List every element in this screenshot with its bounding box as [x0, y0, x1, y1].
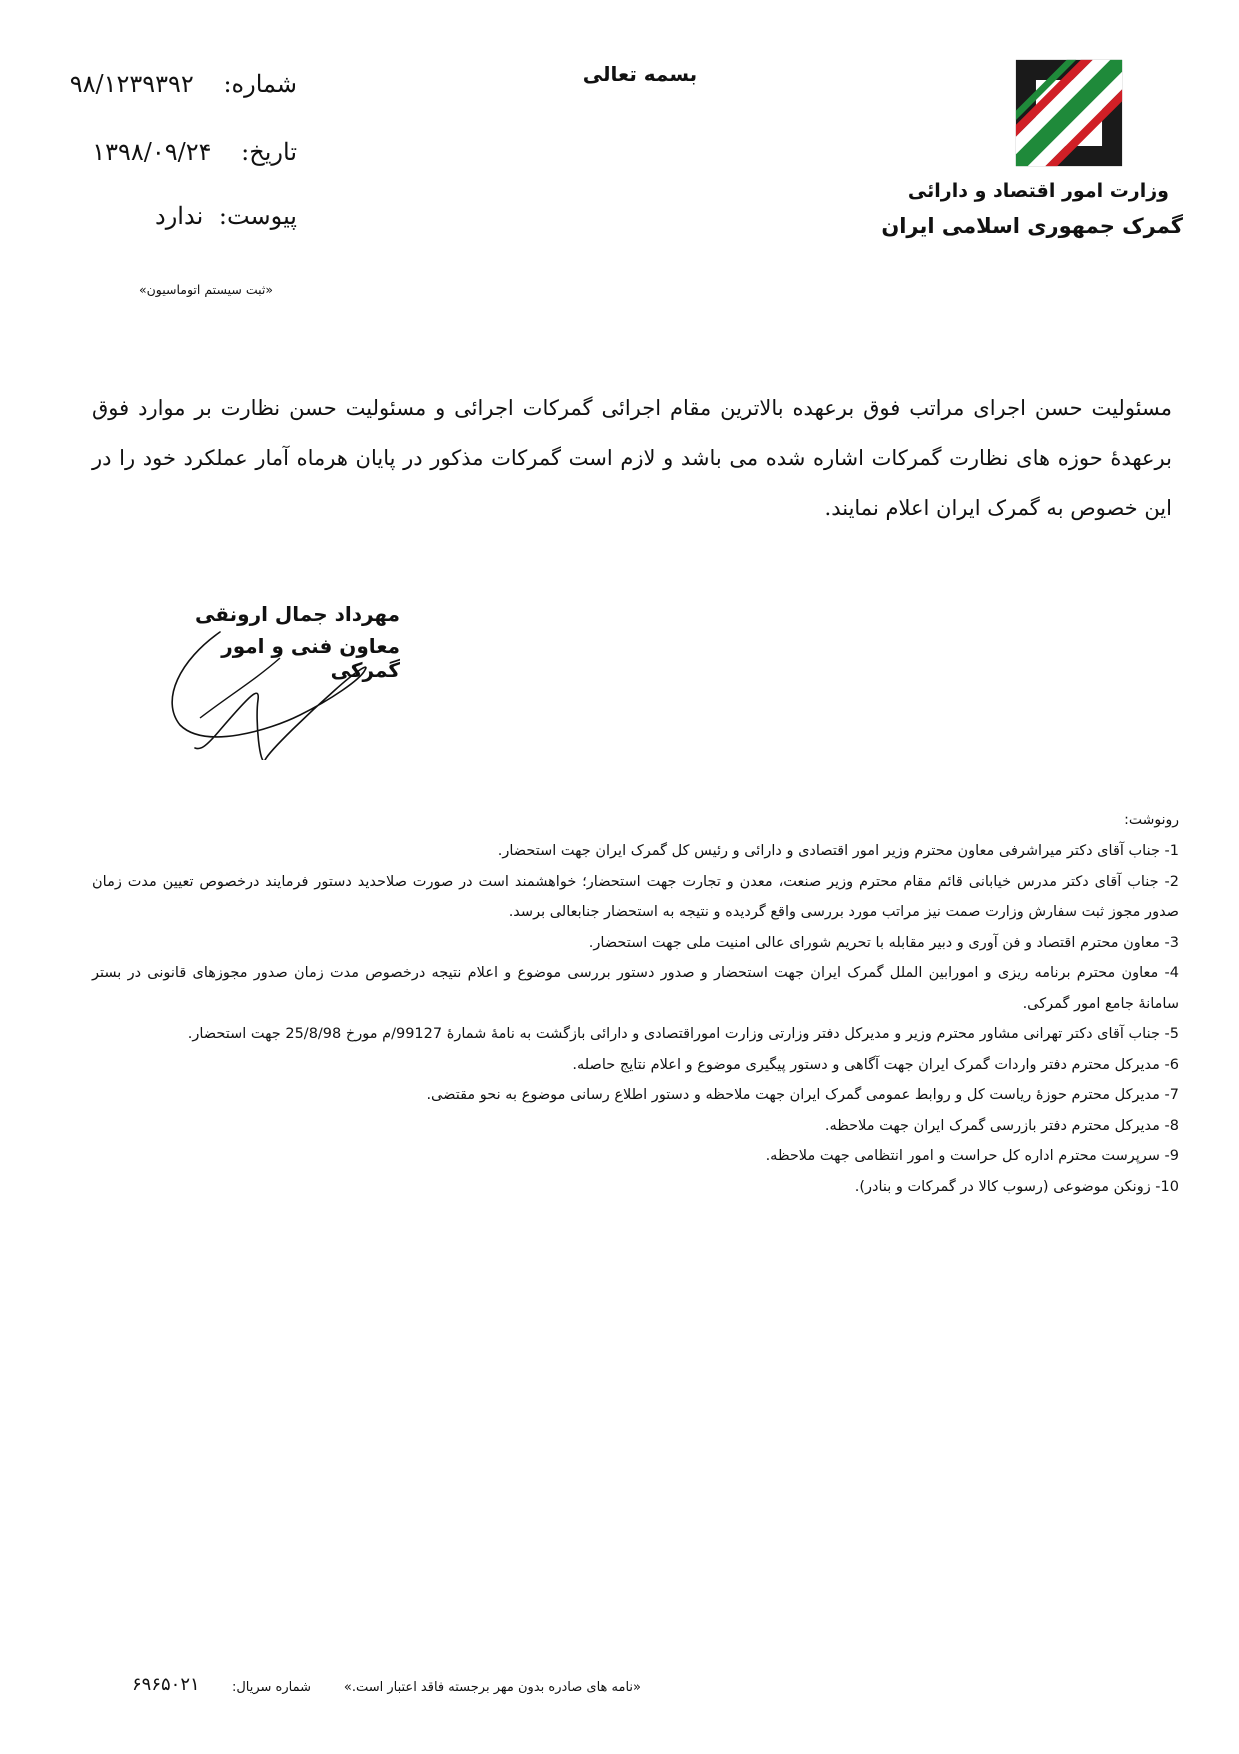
cc-title: رونوشت: — [1124, 812, 1179, 828]
letter-date-value: ۱۳۹۸/۰۹/۲۴ — [92, 138, 212, 166]
cc-item: 3- معاون محترم اقتصاد و فن آوری و دبیر مقابله با تحریم شورای عالی امنیت ملی جهت استحضار. — [588, 934, 1179, 951]
automation-registration-note: «ثبت سیستم اتوماسیون» — [138, 282, 273, 297]
letter-date-label: تاریخ: — [241, 138, 297, 166]
letter-number-row — [70, 70, 297, 98]
basmala: بسمه تعالی — [582, 62, 698, 86]
cc-item: 2- جناب آقای دکتر مدرس خیابانی قائم مقام محترم وزیر صنعت، معدن و تجارت جهت استحضار؛ خواهشمند است در صورت صلاحدید دستور فرمایند درخصوص تعیین مدت زمان صدور مجوز ثبت سفارش وزارت صمت نیز مراتب مورد بررسی واقع گردیده و نتیجه به استحضار جنابعالی برسد. — [92, 873, 1179, 920]
cc-item: 7- مدیرکل محترم حوزهٔ ریاست کل و روابط عمومی گمرک ایران جهت ملاحظه و دستور اطلاع رسانی موضوع به نحو مقتضی. — [426, 1087, 1179, 1103]
signatory-name: مهرداد جمال ارونقی — [195, 602, 400, 626]
organization-name: گمرک جمهوری اسلامی ایران — [881, 214, 1183, 238]
cc-item: 6- مدیرکل محترم دفتر واردات گمرک ایران جهت آگاهی و دستور پیگیری موضوع و اعلام نتایج حاصله. — [572, 1056, 1179, 1073]
iran-customs-logo-icon — [1010, 54, 1128, 172]
footer-validity-note: «نامه های صادره بدون مهر برجسته فاقد اعتبار است.» — [343, 1680, 641, 1695]
serial-number-value: ۶۹۶۵۰۲۱ — [132, 1674, 200, 1695]
cc-item: 5- جناب آقای دکتر تهرانی مشاور محترم وزیر و مدیرکل دفتر وزارتی وزارت اموراقتصادی و دارائی بازگشت به نامهٔ شمارهٔ 99127/م مورخ 25/8/98 جهت استحضار. — [187, 1026, 1179, 1042]
attachment-value: ندارد — [155, 202, 204, 230]
attachment-label: پیوست: — [218, 202, 297, 230]
cc-item: 8- مدیرکل محترم دفتر بازرسی گمرک ایران جهت ملاحظه. — [824, 1117, 1179, 1134]
letter-date-row — [92, 138, 297, 166]
cc-item: 4- معاون محترم برنامه ریزی و امورابین الملل گمرک ایران جهت استحضار و صدور دستور بررسی موضوع و اعلام نتیجه درخصوص مدت زمان صدور مجوزهای قانونی در بستر سامانهٔ جامع امور گمرکی. — [92, 965, 1179, 1012]
cc-item: 9- سرپرست محترم اداره کل حراست و امور انتظامی جهت ملاحظه. — [765, 1148, 1179, 1164]
cc-item: 10- زونکن موضوعی (رسوب کالا در گمرکات و بنادر). — [854, 1178, 1179, 1195]
signatory-role: معاون فنی و امور گمرکی — [221, 634, 400, 682]
ministry-name: وزارت امور اقتصاد و دارائی — [907, 180, 1169, 202]
serial-number-label: شماره سریال: — [231, 1680, 311, 1695]
letter-number-label: شماره: — [223, 70, 297, 98]
cc-item: 1- جناب آقای دکتر میراشرفی معاون محترم وزیر امور اقتصادی و دارائی و رئیس کل گمرک ایران جهت استحضار. — [497, 843, 1179, 859]
cc-list — [92, 836, 1179, 1202]
letter-number-value: ۹۸/۱۲۳۹۳۹۲ — [69, 70, 194, 98]
body-paragraph: مسئولیت حسن اجرای مراتب فوق برعهده بالاترین مقام اجرائی گمرکات اجرائی و مسئولیت حسن نظارت بر موارد فوق برعهدهٔ حوزه های نظارت گمرکات اشاره شده می باشد و لازم است گمرکات مذکور در پایان هرماه آمار عملکرد خود را در این خصوص به گمرک ایران اعلام نمایند. — [92, 396, 1172, 520]
attachment-row — [155, 202, 297, 230]
